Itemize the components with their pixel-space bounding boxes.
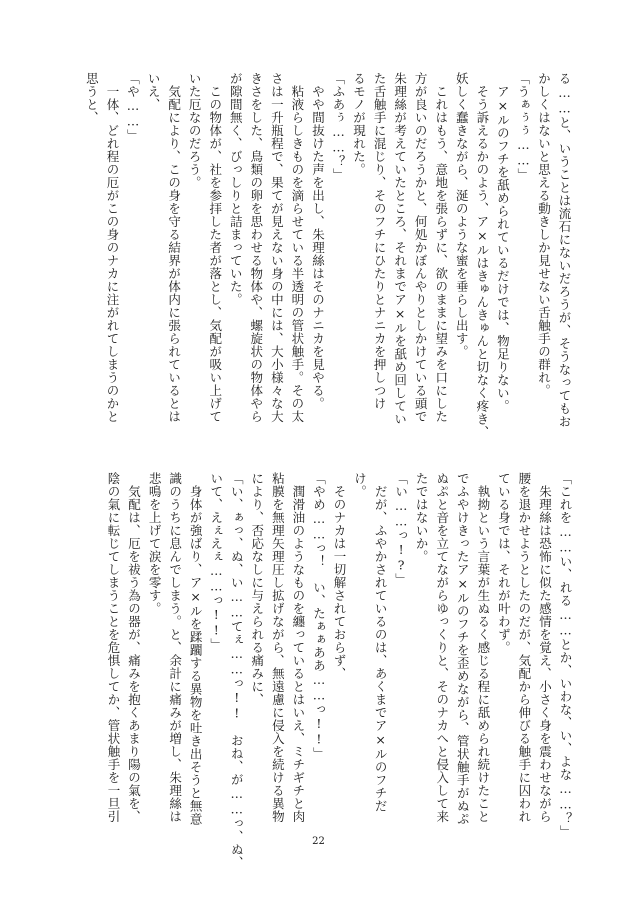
text-line: るモノが現れた。 (351, 72, 367, 176)
text-line: いえ、 (146, 72, 162, 111)
text-line: た舌触手に混じり、そのフチにひたりとナニカを押しつけ (372, 72, 388, 410)
text-line: 「これを……い、れる……とか、いわな、い、よな……？」 (558, 472, 573, 838)
text-line: 朱理絲が考えていたところ、それまでア×ルを舐め回してい (392, 72, 408, 426)
text-column-upper (64, 72, 574, 439)
text-line: この物体が、社を参拝した者が落とし、気配が吸い上げて (207, 72, 223, 423)
text-line: 一体、どれ程の厄がこの身のナカに注がれてしまうのかと (104, 72, 120, 423)
text-line: これはもう、意地を張らずに、欲のままに望みを口にした (433, 72, 449, 423)
text-line: 悲鳴を上げて涙を零す。 (147, 472, 163, 615)
text-line: 方が良いのだろうかと、何処かぼんやりとしかけている頭で (413, 72, 429, 423)
text-line: 「や……」 (125, 72, 141, 142)
text-line: ア×ルのフチを舐められているだけでは、物足りない。 (495, 72, 511, 413)
text-line: 「い……っ!?」 (393, 472, 409, 586)
text-line: 身体が強ばり、ア×ルを蹂躙する異物を吐き出そうと無意 (188, 472, 204, 826)
text-line: そう訴えるかのよう、ア×ルはきゅんきゅんと切なく疼き、 (474, 72, 490, 439)
text-line: 思うと、 (84, 72, 100, 124)
text-line: 腰を退かせようとしたのだが、気配から伸びる触手に囚われ (516, 472, 532, 823)
text-line: 「ふあぅ……？」 (330, 72, 346, 181)
text-line: 朱理絲は恐怖に似た感情を覚え、小さく身を震わせながら (537, 472, 553, 823)
text-line: いて、えぇえぇ……っ!!」 (208, 472, 224, 651)
text-line: 粘膜を無理矢理圧し拡げながら、無遠慮に侵入を続ける異物 (270, 472, 286, 823)
text-line: 「うぁぅぅ……」 (515, 72, 531, 181)
text-line: やや間抜けた声を出し、朱理絲はそのナニカを見やる。 (310, 72, 326, 410)
text-line: 陰の氣に転じてしまうことを危惧してか、管状触手を一旦引 (105, 472, 121, 823)
text-line: さは一升瓶程で、果てが見えない身の中には、大小様々な大 (269, 72, 285, 423)
text-line: 潤滑油のようなものを纏っているとはいえ、ミチギチと肉 (290, 472, 306, 823)
text-line: たではないか。 (414, 472, 430, 563)
text-line: け。 (352, 472, 368, 498)
text-line: 識のうちに息んでしまう。と、余計に痛みが増し、朱理絲は (167, 472, 183, 823)
text-line: により、否応なしに与えられる痛みに、 (249, 472, 265, 706)
text-line: ている身では、それが叶わず。 (496, 472, 512, 654)
text-line: 「い、ぁっ、ぬ、い……てぇ……っ!! おね、が……っ、ぬ、 (229, 472, 245, 869)
text-line: だが、ふやかされているのは、あくまでア×ルのフチだ (373, 472, 389, 813)
text-line: 粘液らしきものを滴らせている半透明の管状触手。その太 (289, 72, 305, 423)
text-line: でふやけきったア×ルのフチを歪めながら、管状触手がぬぷ (455, 472, 471, 826)
text-line: きさをした、鳥類の卵を思わせる物体や、螺旋状の物体やら (248, 72, 264, 423)
text-line: 妖しく蠢きながら、涎のような蜜を垂らし出す。 (454, 72, 470, 358)
text-line: ぬぷと音を立てながらゆっくりと、そのナカへと侵入して来 (434, 472, 450, 823)
text-line: 執拗という言葉が生ぬるく感じる程に舐められ続けたこと (475, 472, 491, 823)
text-line: 気配は、厄を祓う為の器が、痛みを抱くあまり陽の氣を、 (126, 472, 142, 823)
page-number: 22 (312, 836, 325, 847)
text-line: 気配により、この身を守る結界が体内に張られているとは (166, 72, 182, 423)
text-line: る……と、いうことは流石にないだろうが、そうなってもお (557, 72, 572, 428)
text-line: かしくはないと思える動きしか見せない舌触手の群れ。 (536, 72, 552, 397)
text-line: が隙間無く、びっしりと詰まっていた。 (228, 72, 244, 306)
text-line: 「やめ……っ！ い、たぁぁああ……っ!!」 (311, 472, 327, 760)
text-line: そのナカは一切解されておらず、 (331, 472, 347, 680)
text-line: いた厄なのだろう。 (187, 72, 203, 189)
